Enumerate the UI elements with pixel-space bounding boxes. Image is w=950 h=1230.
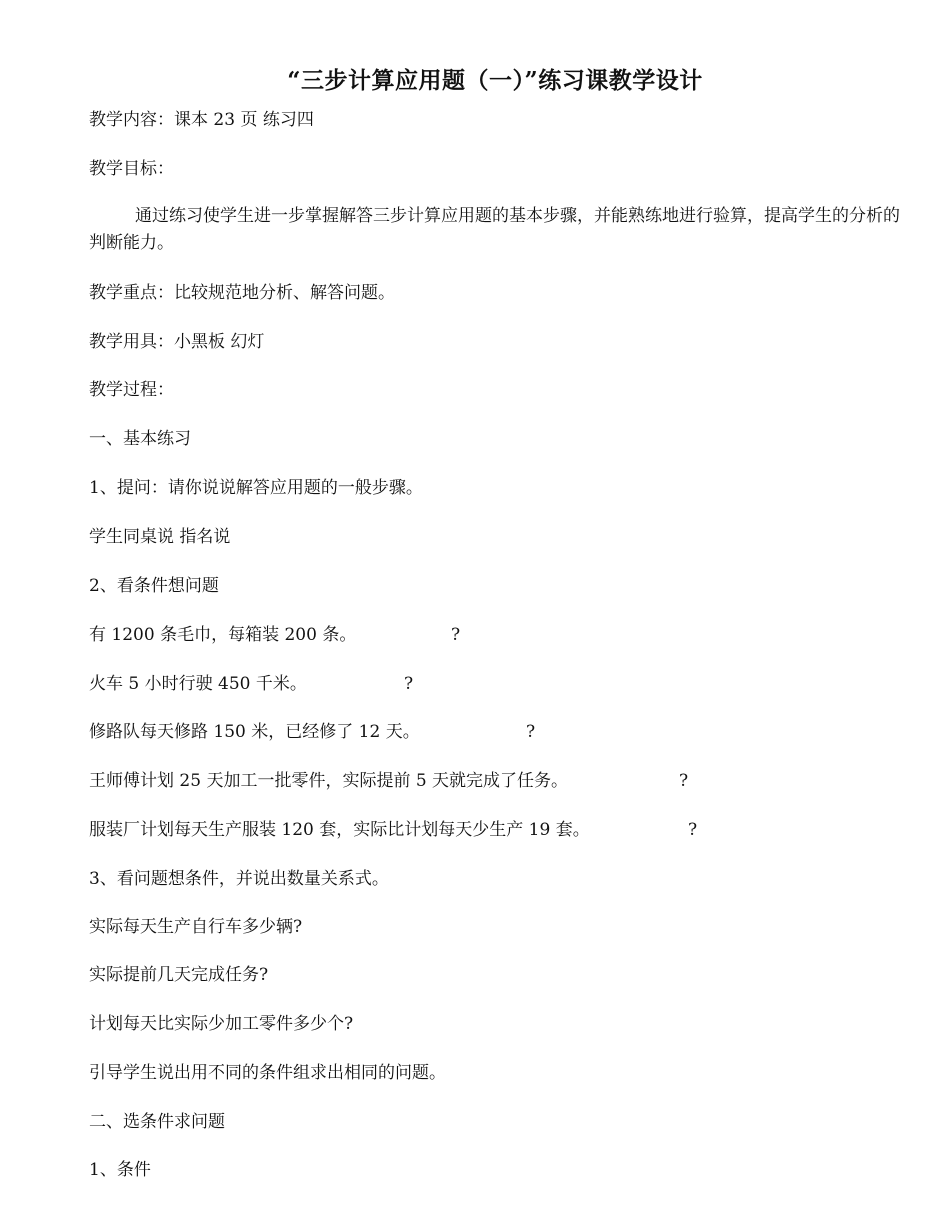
- teaching-tools: 教学用具：小黑板 幻灯: [89, 332, 265, 352]
- condition-1-question-mark: ?: [451, 625, 461, 645]
- section2-item1: 1、条件: [89, 1160, 151, 1180]
- question-3: 计划每天比实际少加工零件多少个?: [89, 1014, 354, 1034]
- document-title: “三步计算应用题（一）”练习课教学设计: [287, 67, 703, 94]
- condition-2-question-mark: ?: [404, 674, 414, 694]
- section1-heading: 一、基本练习: [89, 429, 191, 449]
- condition-5: 服装厂计划每天生产服装 120 套，实际比计划每天少生产 19 套。: [89, 820, 590, 840]
- question-2: 实际提前几天完成任务?: [89, 965, 269, 985]
- condition-3: 修路队每天修路 150 米，已经修了 12 天。: [89, 722, 420, 742]
- section2-heading: 二、选条件求问题: [89, 1112, 225, 1132]
- condition-2: 火车 5 小时行驶 450 千米。: [89, 674, 307, 694]
- condition-5-question-mark: ?: [688, 820, 698, 840]
- condition-1: 有 1200 条毛巾，每箱装 200 条。: [89, 625, 357, 645]
- teaching-goal-text: 通过练习使学生进一步掌握解答三步计算应用题的基本步骤，并能熟练地进行验算，提高学生的分析的判断能力。: [89, 206, 900, 253]
- section1-item3: 3、看问题想条件，并说出数量关系式。: [89, 869, 389, 889]
- teaching-content: 教学内容：课本 23 页 练习四: [89, 110, 314, 130]
- teaching-process-label: 教学过程：: [89, 380, 174, 400]
- question-1: 实际每天生产自行车多少辆?: [89, 917, 303, 937]
- section1-item2: 2、看条件想问题: [89, 576, 219, 596]
- condition-3-question-mark: ?: [526, 722, 536, 742]
- guide-note: 引导学生说出用不同的条件组求出相同的问题。: [89, 1063, 446, 1083]
- teaching-focus: 教学重点：比较规范地分析、解答问题。: [89, 283, 395, 303]
- condition-4: 王师傅计划 25 天加工一批零件，实际提前 5 天就完成了任务。: [89, 771, 569, 791]
- condition-4-question-mark: ?: [679, 771, 689, 791]
- section1-item1-note: 学生同桌说 指名说: [89, 527, 231, 547]
- section1-item1: 1、提问：请你说说解答应用题的一般步骤。: [89, 478, 423, 498]
- teaching-goal-label: 教学目标：: [89, 159, 174, 179]
